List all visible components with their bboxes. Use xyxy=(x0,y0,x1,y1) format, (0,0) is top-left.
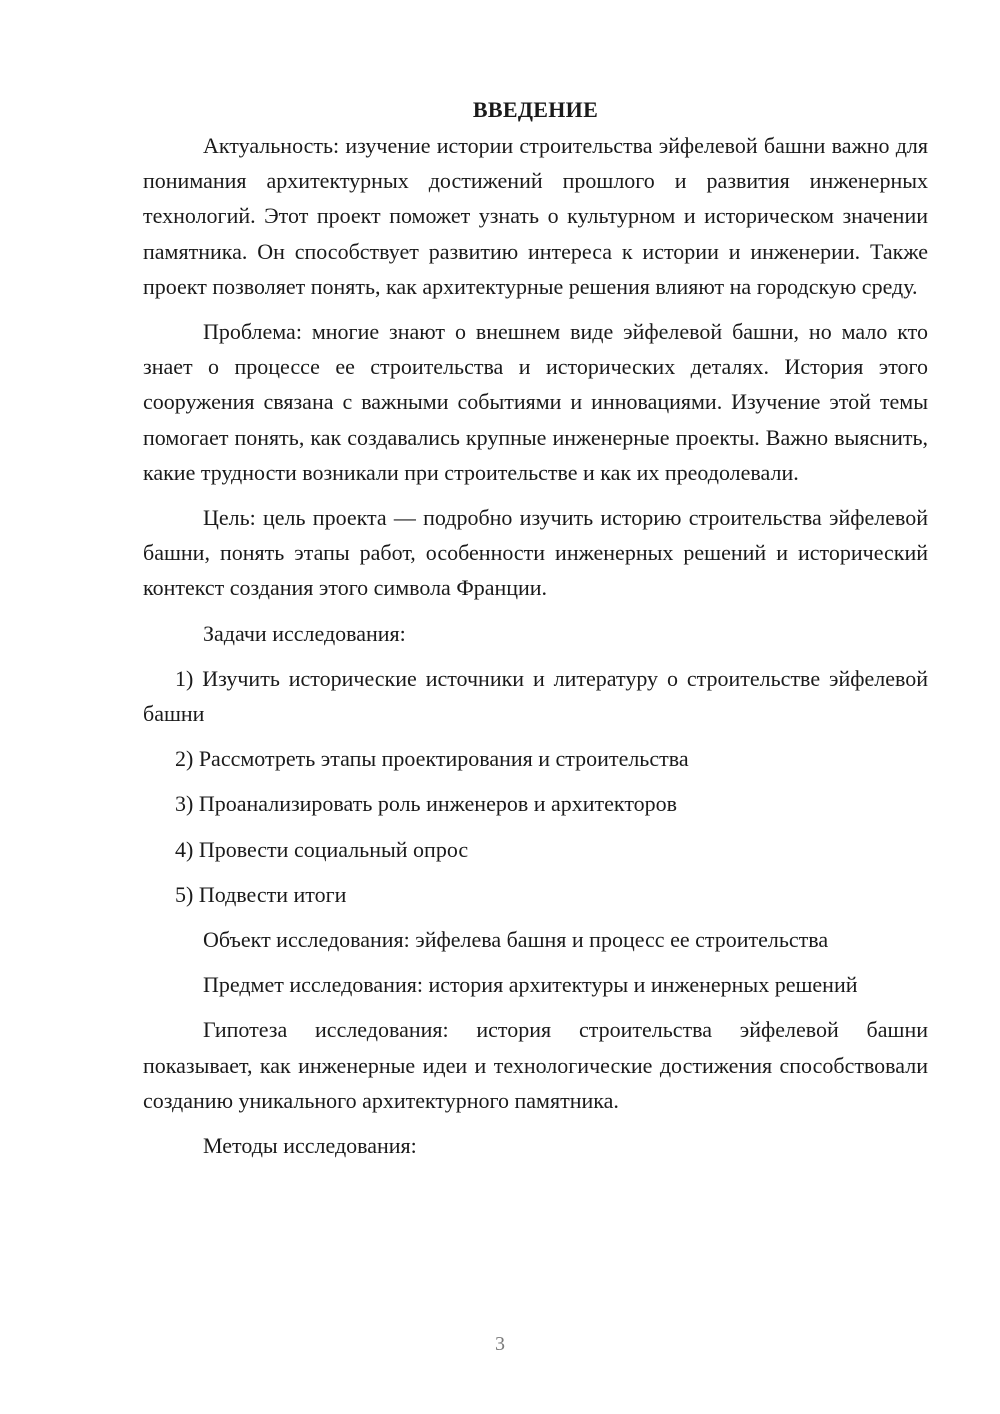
task-item-3: 3) Проанализировать роль инженеров и архитекторов xyxy=(175,791,678,817)
hypothesis-paragraph: Гипотеза исследования: история строительства эйфелевой башни показывает, как инженерные идеи и технологические достижения способствовали созданию уникального архитектурного памятника. xyxy=(143,1017,928,1113)
task-item-2: 2) Рассмотреть этапы проектирования и строительства xyxy=(175,746,689,772)
methods-heading: Методы исследования: xyxy=(203,1133,417,1159)
object-paragraph: Объект исследования: эйфелева башня и процесс ее строительства xyxy=(203,927,829,953)
task-item-5: 5) Подвести итоги xyxy=(175,881,347,907)
problem-paragraph: Проблема: многие знают о внешнем виде эйфелевой башни, но мало кто знает о процессе ее строительства и исторических деталях. История этого сооружения связана с важными событиями и инновациями. Изучение этой темы помогает понять, как создавались крупные инженерные проекты. Важно выяснить, какие трудности возникали при строительстве и как их преодолевали. xyxy=(143,319,928,485)
tasks-heading: Задачи исследования: xyxy=(203,620,406,646)
page-title: ВВЕДЕНИЕ xyxy=(472,97,599,122)
document-page xyxy=(143,92,928,1173)
goal-paragraph: Цель: цель проекта — подробно изучить историю строительства эйфелевой башни, понять этапы работ, особенности инженерных решений и исторический контекст создания этого символа Франции. xyxy=(143,505,928,601)
task-item-4: 4) Провести социальный опрос xyxy=(175,836,469,862)
task-item-1: 1) Изучить исторические источники и литературу о строительстве эйфелевой башни xyxy=(143,665,928,727)
relevance-paragraph: Актуальность: изучение истории строительства эйфелевой башни важно для понимания архитектурных достижений прошлого и развития инженерных технологий. Этот проект поможет узнать о культурном и историческом значении памятника. Он способствует развитию интереса к истории и инженерии. Также проект позволяет понять, как архитектурные решения влияют на городскую среду. xyxy=(143,133,928,299)
subject-paragraph: Предмет исследования: история архитектуры и инженерных решений xyxy=(203,972,858,998)
page-number: 3 xyxy=(495,1333,505,1355)
